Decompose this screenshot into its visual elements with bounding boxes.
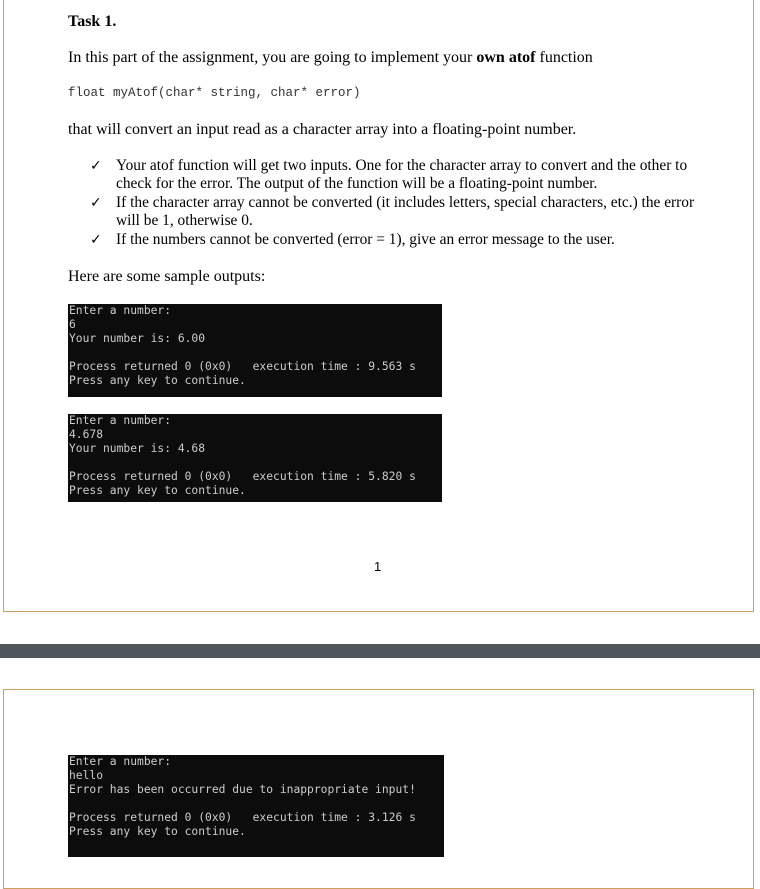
terminal-process-info: Process returned 0 (0x0) execution time : 9.563 s — [69, 360, 416, 373]
terminal-output-3 — [68, 755, 444, 857]
terminal-input: 4.678 — [69, 428, 104, 441]
function-signature: float myAtof(char* string, char* error) — [68, 86, 361, 100]
terminal-result: Error has been occurred due to inappropriate input! — [69, 783, 416, 796]
terminal-prompt: Enter a number: — [69, 755, 172, 768]
terminal-blank-line — [69, 797, 444, 811]
description-paragraph: that will convert an input read as a character array into a floating-point number. — [68, 121, 577, 138]
samples-heading: Here are some sample outputs: — [68, 268, 266, 285]
intro-tail: function — [535, 49, 593, 66]
check-mark-icon: ✓ — [90, 232, 102, 248]
terminal-prompt: Enter a number: — [69, 304, 172, 317]
list-item-text: Your atof function will get two inputs. One for the character array to convert and the other to check for the error. The output of the function will be a floating-point number. — [116, 157, 688, 192]
requirements-list — [90, 157, 700, 250]
intro-bold: own atof — [476, 49, 536, 66]
terminal-input: 6 — [69, 318, 76, 331]
terminal-blank-line — [69, 346, 442, 360]
terminal-input: hello — [69, 769, 104, 782]
list-item-text: If the character array cannot be converted (it includes letters, special characters, etc.) the error will be 1, otherwise 0. — [116, 194, 695, 229]
terminal-continue: Press any key to continue. — [69, 825, 246, 838]
intro-paragraph — [68, 49, 593, 67]
list-item — [90, 231, 700, 249]
terminal-continue: Press any key to continue. — [69, 374, 246, 387]
terminal-prompt: Enter a number: — [69, 414, 172, 427]
list-item — [90, 194, 700, 230]
terminal-output-1 — [68, 304, 442, 397]
intro-text: In this part of the assignment, you are going to implement your — [68, 49, 477, 66]
terminal-result: Your number is: 6.00 — [69, 332, 206, 345]
terminal-blank-line — [69, 456, 442, 470]
page-number: 1 — [374, 559, 382, 574]
list-item-text: If the numbers cannot be converted (error = 1), give an error message to the user. — [116, 231, 615, 248]
terminal-continue: Press any key to continue. — [69, 484, 246, 497]
terminal-result: Your number is: 4.68 — [69, 442, 206, 455]
terminal-output-2 — [68, 414, 442, 502]
document-page-1 — [3, 0, 754, 612]
page-separator — [0, 644, 760, 658]
list-item — [90, 157, 700, 193]
check-mark-icon: ✓ — [90, 195, 102, 211]
check-mark-icon: ✓ — [90, 158, 102, 174]
document-page-2 — [3, 689, 754, 889]
task-title: Task 1. — [68, 13, 117, 30]
terminal-process-info: Process returned 0 (0x0) execution time : 3.126 s — [69, 811, 416, 824]
terminal-process-info: Process returned 0 (0x0) execution time : 5.820 s — [69, 470, 416, 483]
